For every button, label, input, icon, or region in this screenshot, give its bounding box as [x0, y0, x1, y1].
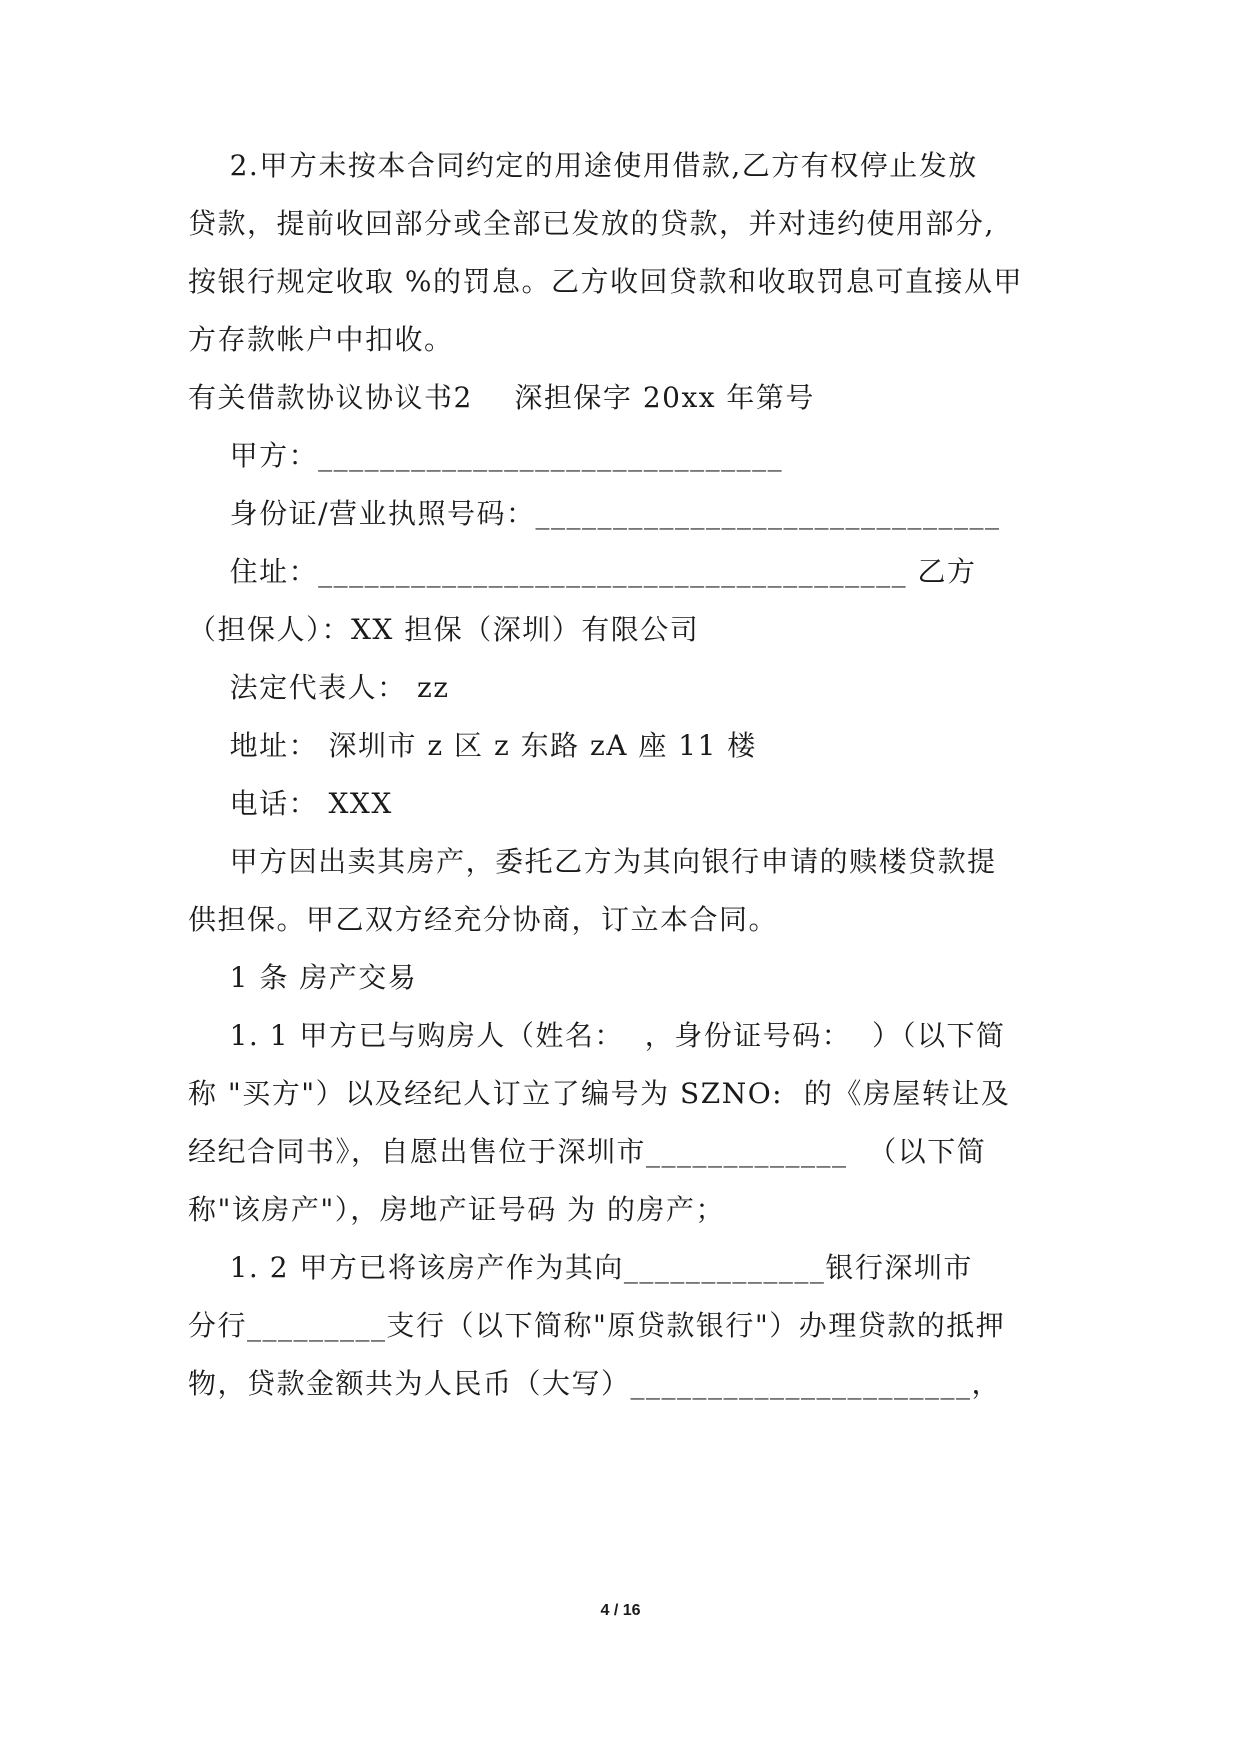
section-title: 有关借款协议协议书2 深担保字 20xx 年第号: [188, 381, 815, 414]
paragraph-line: 身份证/营业执照号码：______________________________: [188, 497, 1001, 530]
paragraph-line: 物，贷款金额共为人民币（大写）______________________，: [188, 1367, 1002, 1400]
paragraph-line: 分行_________支行（以下简称"原贷款银行"）办理贷款的抵押: [188, 1309, 1006, 1342]
paragraph-line: （担保人）：XX 担保（深圳）有限公司: [188, 613, 700, 646]
paragraph-line: 按银行规定收取 %的罚息。乙方收回贷款和收取罚息可直接从甲: [188, 265, 1024, 298]
paragraph-line: 1. 1 甲方已与购房人（姓名： ，身份证号码： ）（以下简: [188, 1019, 1006, 1052]
paragraph-line: 2.甲方未按本合同约定的用途使用借款,乙方有权停止发放: [188, 149, 978, 182]
paragraph-line: 经纪合同书》，自愿出售位于深圳市_____________ （以下简: [188, 1135, 987, 1168]
paragraph-line: 住址：______________________________________ 乙方: [188, 555, 977, 588]
paragraph-line: 1. 2 甲方已将该房产作为其向_____________银行深圳市: [188, 1251, 973, 1284]
page-number: 4 / 16: [600, 1602, 641, 1619]
paragraph-line: 法定代表人： zz: [188, 671, 450, 704]
paragraph-line: 地址： 深圳市 z 区 z 东路 zA 座 11 楼: [188, 729, 757, 762]
paragraph-line: 方存款帐户中扣收。: [188, 323, 454, 356]
article-heading: 1 条 房产交易: [188, 961, 418, 994]
paragraph-line: 电话： XXX: [188, 787, 393, 820]
paragraph-line: 贷款，提前收回部分或全部已发放的贷款，并对违约使用部分,: [188, 207, 995, 240]
paragraph-line: 称"该房产"），房地产证号码 为 的房产；: [188, 1193, 726, 1226]
paragraph-line: 称 "买方"）以及经纪人订立了编号为 SZNO: 的《房屋转让及: [188, 1077, 1011, 1110]
paragraph-line: 甲方因出卖其房产，委托乙方为其向银行申请的赎楼贷款提: [188, 845, 997, 878]
paragraph-line: 供担保。甲乙双方经充分协商，订立本合同。: [188, 903, 779, 936]
paragraph-line: 甲方：______________________________: [188, 439, 784, 472]
